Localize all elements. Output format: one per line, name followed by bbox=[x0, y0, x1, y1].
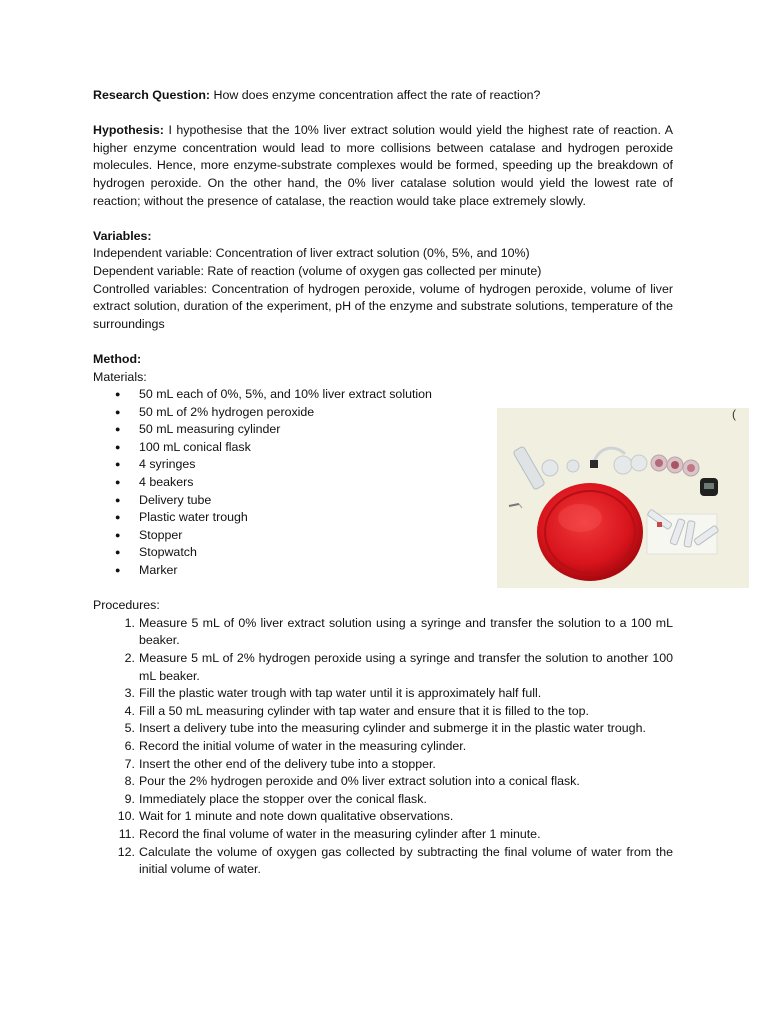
procedure-step-number: 11. bbox=[118, 826, 135, 841]
material-item: ● 4 syringes bbox=[115, 456, 495, 474]
procedure-step-number: 1. bbox=[124, 615, 135, 630]
material-item: ● 4 beakers bbox=[115, 474, 495, 492]
procedure-step-text: Immediately place the stopper over the conical flask. bbox=[139, 791, 427, 806]
svg-text:(: ( bbox=[732, 408, 736, 421]
procedure-step bbox=[93, 615, 673, 650]
procedure-step-number: 3. bbox=[124, 686, 135, 701]
procedure-step-number: 12. bbox=[117, 844, 135, 859]
material-item: ● Plastic water trough bbox=[115, 509, 495, 527]
procedure-step-number: 9. bbox=[124, 791, 135, 806]
material-item: ● 100 mL conical flask bbox=[115, 439, 495, 457]
variables-heading: Variables: bbox=[93, 228, 152, 243]
procedure-step bbox=[93, 844, 673, 879]
hypothesis bbox=[93, 122, 673, 210]
procedure-step-text: Fill a 50 mL measuring cylinder with tap water and ensure that it is filled to the top. bbox=[139, 703, 589, 718]
procedure-step bbox=[93, 756, 673, 774]
method-heading: Method: bbox=[93, 351, 142, 366]
procedure-step-text: Pour the 2% hydrogen peroxide and 0% liver extract solution into a conical flask. bbox=[139, 774, 580, 789]
research-question bbox=[93, 87, 673, 105]
procedure-step-text: Measure 5 mL of 0% liver extract solution using a syringe and transfer the solution to a 100 mL beaker. bbox=[139, 615, 673, 648]
material-item: ● 50 mL each of 0%, 5%, and 10% liver extract solution bbox=[115, 386, 495, 404]
material-item: ● 50 mL measuring cylinder bbox=[115, 421, 495, 439]
materials-label: Materials: bbox=[93, 369, 147, 384]
procedure-step-text: Wait for 1 minute and note down qualitative observations. bbox=[139, 809, 454, 824]
material-item: ● 50 mL of 2% hydrogen peroxide bbox=[115, 404, 495, 422]
stopwatch-icon bbox=[700, 478, 718, 496]
syringes-icon bbox=[647, 509, 719, 554]
procedure-step-text: Calculate the volume of oxygen gas collected by subtracting the final volume of water from the initial volume of water. bbox=[139, 844, 673, 877]
material-item: ● Marker bbox=[115, 562, 495, 580]
water-trough-icon bbox=[537, 483, 643, 581]
material-item: ● Delivery tube bbox=[115, 492, 495, 510]
procedure-step-number: 8. bbox=[124, 774, 135, 789]
procedure-step-number: 5. bbox=[124, 721, 135, 736]
procedure-step-number: 2. bbox=[124, 651, 135, 665]
procedure-step-text: Insert the other end of the delivery tube into a stopper. bbox=[139, 756, 436, 771]
procedure-step bbox=[93, 791, 673, 809]
procedure-step bbox=[93, 738, 673, 756]
procedure-step bbox=[93, 685, 673, 703]
research-question-label: Research Question: bbox=[93, 88, 211, 102]
procedure-step-text: Insert a delivery tube into the measuring cylinder and submerge it in the plastic water trough. bbox=[139, 721, 646, 736]
procedure-step bbox=[93, 720, 673, 738]
procedure-step bbox=[93, 808, 673, 826]
procedure-step-number: 10. bbox=[117, 809, 135, 824]
procedure-step bbox=[93, 650, 673, 685]
material-item: ● Stopper bbox=[115, 527, 495, 545]
procedures-list bbox=[93, 615, 673, 879]
procedure-step bbox=[93, 773, 673, 791]
procedure-step-text: Record the initial volume of water in the measuring cylinder. bbox=[139, 738, 467, 753]
procedure-step-number: 7. bbox=[124, 756, 135, 771]
independent-variable: Independent variable: Concentration of liver extract solution (0%, 5%, and 10%) bbox=[93, 246, 530, 261]
procedures-label: Procedures: bbox=[93, 598, 160, 613]
controlled-variables: Controlled variables: Concentration of hydrogen peroxide, volume of hydrogen peroxide, volume of liver extract solution, duration of the experiment, pH of the enzyme and substrate solutions, temperature of the surroundings bbox=[93, 281, 673, 331]
procedure-step-text: Record the final volume of water in the measuring cylinder after 1 minute. bbox=[139, 826, 541, 841]
procedure-step-text: Measure 5 mL of 2% hydrogen peroxide using a syringe and transfer the solution to another 100 mL beaker. bbox=[139, 651, 673, 683]
equipment-photo bbox=[497, 408, 749, 588]
procedure-step-text: Fill the plastic water trough with tap water until it is approximately half full. bbox=[139, 686, 542, 701]
procedure-step-number: 4. bbox=[124, 703, 135, 718]
dependent-variable: Dependent variable: Rate of reaction (volume of oxygen gas collected per minute) bbox=[93, 263, 542, 278]
materials-list bbox=[93, 386, 495, 580]
procedure-step bbox=[93, 826, 673, 844]
procedure-step-number: 6. bbox=[124, 738, 135, 753]
hypothesis-text: I hypothesise that the 10% liver extract solution would yield the highest rate of reaction. A higher enzyme concentration would lead to more collisions between catalase and hydrogen peroxide molecules. Hence, more enzyme-substrate complexes would be formed, speeding up the breakdown of hydrogen peroxide. On the other hand, the 0% liver catalase solution would yield the lowest rate of reaction; without the presence of catalase, the reaction would take place extremely slowly. bbox=[93, 123, 673, 208]
hypothesis-label: Hypothesis: bbox=[93, 123, 164, 138]
material-item: ● Stopwatch bbox=[115, 544, 495, 562]
procedure-step bbox=[93, 703, 673, 721]
research-question-text: How does enzyme concentration affect the rate of reaction? bbox=[213, 88, 541, 102]
